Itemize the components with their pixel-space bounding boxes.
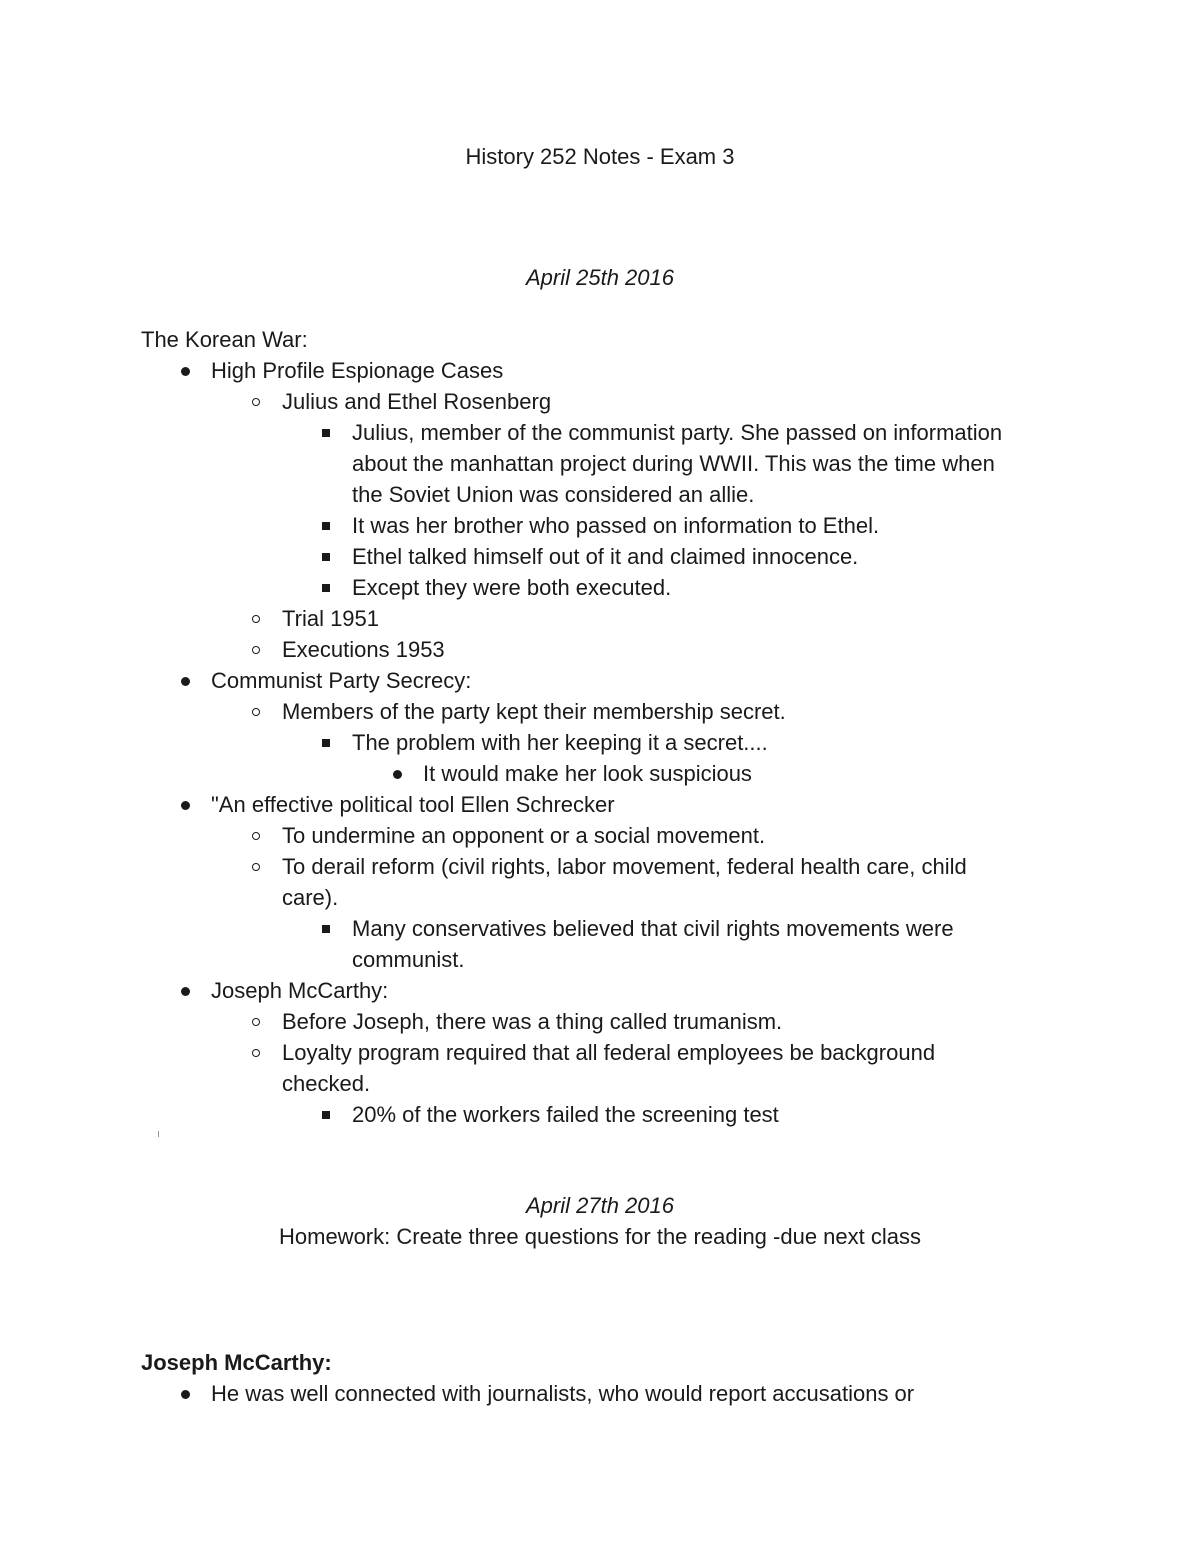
bullet-square bbox=[316, 727, 336, 758]
list-item: Before Joseph, there was a thing called trumanism. bbox=[282, 1009, 783, 1034]
bullet-disc bbox=[387, 758, 407, 789]
list-item-continued: about the manhattan project during WWII. This was the time when bbox=[352, 451, 995, 476]
list-item-continued: communist. bbox=[352, 947, 465, 972]
list-item: He was well connected with journalists, who would report accusations or bbox=[211, 1381, 915, 1406]
bullet-circle bbox=[246, 603, 266, 634]
bullet-disc bbox=[175, 975, 195, 1006]
date-heading-april-25: April 25th 2016 bbox=[526, 265, 674, 290]
bullet-circle bbox=[246, 1037, 266, 1068]
bullet-square bbox=[316, 510, 336, 541]
list-item: Except they were both executed. bbox=[352, 575, 672, 600]
homework-note: Homework: Create three questions for the reading -due next class bbox=[279, 1224, 921, 1249]
list-item: To undermine an opponent or a social movement. bbox=[282, 823, 766, 848]
list-item: Trial 1951 bbox=[282, 606, 380, 631]
bullet-circle bbox=[246, 696, 266, 727]
bullet-disc bbox=[175, 789, 195, 820]
bullet-disc bbox=[175, 1378, 195, 1409]
list-item: Many conservatives believed that civil rights movements were bbox=[352, 916, 954, 941]
bullet-square bbox=[316, 913, 336, 944]
list-item: Ethel talked himself out of it and claimed innocence. bbox=[352, 544, 859, 569]
list-item-continued: the Soviet Union was considered an allie. bbox=[352, 482, 755, 507]
list-item: Joseph McCarthy: bbox=[211, 978, 389, 1003]
list-item-continued: care). bbox=[282, 885, 339, 910]
list-item: It would make her look suspicious bbox=[423, 761, 752, 786]
list-item: Julius, member of the communist party. She passed on information bbox=[352, 420, 1003, 445]
stray-mark bbox=[158, 1131, 159, 1137]
list-item: Loyalty program required that all federal employees be background bbox=[282, 1040, 936, 1065]
list-item: To derail reform (civil rights, labor movement, federal health care, child bbox=[282, 854, 967, 879]
list-item: Julius and Ethel Rosenberg bbox=[282, 389, 552, 414]
list-item: It was her brother who passed on information to Ethel. bbox=[352, 513, 880, 538]
bullet-square bbox=[316, 1099, 336, 1130]
list-item: The problem with her keeping it a secret.... bbox=[352, 730, 768, 755]
list-item: Members of the party kept their membership secret. bbox=[282, 699, 786, 724]
section-heading-joseph-mccarthy: Joseph McCarthy: bbox=[141, 1350, 332, 1375]
list-item: "An effective political tool Ellen Schrecker bbox=[211, 792, 615, 817]
bullet-disc bbox=[175, 355, 195, 386]
bullet-square bbox=[316, 417, 336, 448]
bullet-circle bbox=[246, 386, 266, 417]
bullet-square bbox=[316, 541, 336, 572]
list-item: 20% of the workers failed the screening test bbox=[352, 1102, 779, 1127]
section-heading-korean-war: The Korean War: bbox=[141, 327, 308, 352]
bullet-disc bbox=[175, 665, 195, 696]
list-item-continued: checked. bbox=[282, 1071, 371, 1096]
bullet-circle bbox=[246, 1006, 266, 1037]
list-item: Communist Party Secrecy: bbox=[211, 668, 472, 693]
document-title: History 252 Notes - Exam 3 bbox=[465, 144, 735, 169]
bullet-square bbox=[316, 572, 336, 603]
list-item: Executions 1953 bbox=[282, 637, 445, 662]
date-heading-april-27: April 27th 2016 bbox=[526, 1193, 674, 1218]
bullet-circle bbox=[246, 634, 266, 665]
list-item: High Profile Espionage Cases bbox=[211, 358, 504, 383]
bullet-circle bbox=[246, 851, 266, 882]
bullet-circle bbox=[246, 820, 266, 851]
